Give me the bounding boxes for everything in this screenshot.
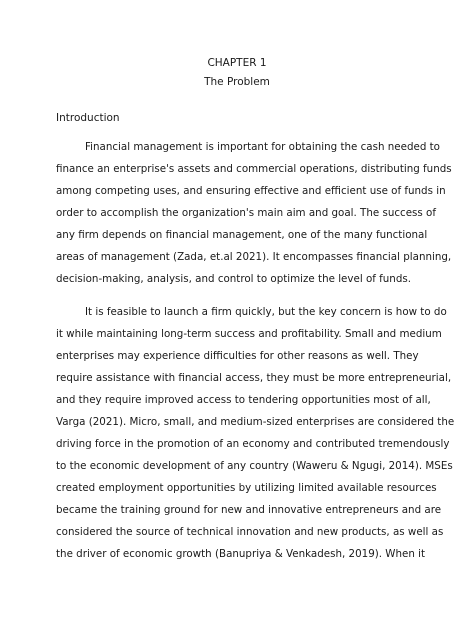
paragraph-line: among competing uses, and ensuring effective and efficient use of funds in: [56, 185, 446, 197]
paragraph-line: it while maintaining long-term success and profitability. Small and medium: [56, 328, 442, 340]
paragraph-2: [56, 305, 455, 569]
paragraph-line: require assistance with financial access, they must be more entrepreneurial,: [56, 372, 452, 384]
paragraph-line: decision-making, analysis, and control to optimize the level of funds.: [56, 273, 412, 285]
paragraph-line: the driver of economic growth (Banupriya & Venkadesh, 2019). When it: [56, 548, 426, 560]
section-heading: Introduction: [56, 112, 120, 124]
paragraph-line: considered the source of technical innovation and new products, as well as: [56, 526, 444, 538]
paragraph-line: created employment opportunities by utilizing limited available resources: [56, 482, 437, 494]
chapter-label: CHAPTER 1: [207, 57, 267, 69]
paragraph-line: any firm depends on financial management, one of the many functional: [56, 229, 428, 241]
paragraph-line: to the economic development of any country (Waweru & Ngugi, 2014). MSEs: [56, 460, 453, 472]
paragraph-line: Varga (2021). Micro, small, and medium-sized enterprises are considered the: [56, 416, 455, 428]
paragraph-line: It is feasible to launch a firm quickly, but the key concern is how to do: [85, 306, 447, 318]
paragraph-1: [56, 140, 452, 294]
paragraph-line: finance an enterprise's assets and commercial operations, distributing funds: [56, 163, 452, 175]
chapter-title: The Problem: [204, 76, 270, 88]
paragraph-line: and they require improved access to tendering opportunities most of all,: [56, 394, 431, 406]
paragraph-line: Financial management is important for obtaining the cash needed to: [85, 141, 440, 153]
paragraph-line: driving force in the promotion of an economy and contributed tremendously: [56, 438, 450, 450]
paragraph-line: areas of management (Zada, et.al 2021). It encompasses financial planning,: [56, 251, 452, 263]
paragraph-line: became the training ground for new and innovative entrepreneurs and are: [56, 504, 442, 516]
paragraph-line: enterprises may experience difficulties for other reasons as well. They: [56, 350, 419, 362]
paragraph-line: order to accomplish the organization's main aim and goal. The success of: [56, 207, 436, 219]
